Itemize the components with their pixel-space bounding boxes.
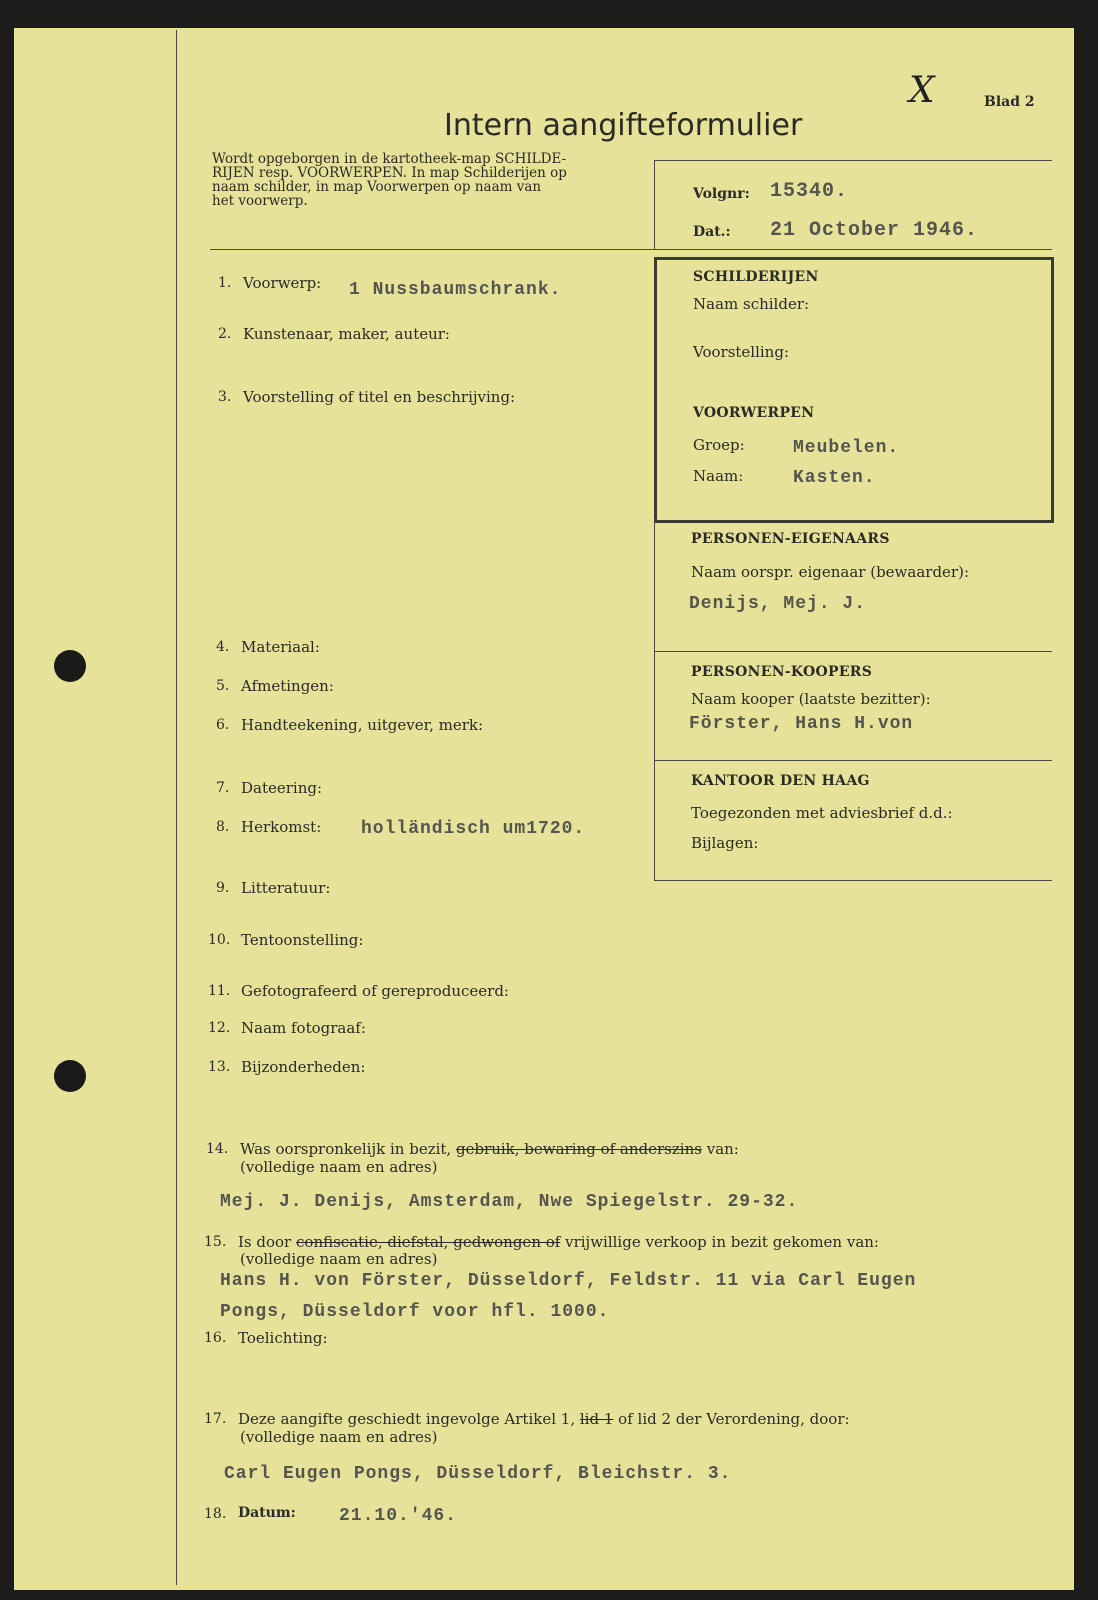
- instruction-line: RIJEN resp. VOORWERPEN. In map Schilderijen op: [212, 165, 567, 181]
- instruction-line: Wordt opgeborgen in de kartotheek-map SCHILDE-: [212, 151, 567, 167]
- field-number: 15.: [204, 1234, 227, 1250]
- field-label-voorstelling: Voorstelling of titel en beschrijving:: [243, 388, 516, 406]
- field-number: 2.: [218, 326, 232, 342]
- header-divider: [210, 249, 1052, 250]
- field-17-text-end: of lid 2 der Verordening, door:: [618, 1410, 850, 1428]
- volgnr-label: Volgnr:: [693, 186, 750, 202]
- eigenaar-label: Naam oorspr. eigenaar (bewaarder):: [691, 563, 970, 581]
- naam-value: Kasten.: [793, 468, 876, 488]
- volgnr-box-left: [654, 160, 655, 250]
- field-label-materiaal: Materiaal:: [241, 638, 320, 656]
- field-18-value: 21.10.'46.: [339, 1506, 458, 1526]
- field-label-bijzonderheden: Bijzonderheden:: [241, 1058, 366, 1076]
- field-label-herkomst: Herkomst:: [241, 818, 322, 836]
- field-number: 7.: [216, 780, 230, 796]
- instructions: [212, 152, 642, 208]
- field-label-handteekening: Handteekening, uitgever, merk:: [241, 716, 484, 734]
- field-label-voorwerp: Voorwerp:: [243, 274, 322, 292]
- koopers-heading: PERSONEN-KOOPERS: [691, 664, 873, 680]
- field-number: 16.: [204, 1330, 227, 1346]
- sheet-number: Blad 2: [984, 94, 1035, 110]
- eigenaars-heading: PERSONEN-EIGENAARS: [691, 531, 890, 547]
- koopers-divider: [654, 651, 1052, 652]
- field-14-text: Was oorspronkelijk in bezit,: [240, 1140, 452, 1158]
- field-label-gefotografeerd: Gefotografeerd of gereproduceerd:: [241, 982, 509, 1000]
- field-14-struck: gebruik, bewaring of anderszins: [455, 1140, 702, 1158]
- field-14-sub: (volledige naam en adres): [240, 1158, 438, 1176]
- groep-value: Meubelen.: [793, 438, 900, 458]
- field-number: 3.: [218, 389, 232, 405]
- kooper-value: Förster, Hans H.von: [689, 714, 914, 734]
- field-number: 5.: [216, 678, 230, 694]
- field-number: 18.: [204, 1506, 227, 1522]
- field-label-dateering: Dateering:: [241, 779, 323, 797]
- field-15-label: [238, 1233, 879, 1251]
- form-title: Intern aangifteformulier: [444, 108, 803, 143]
- field-number: 11.: [208, 983, 231, 999]
- field-number: 17.: [204, 1411, 227, 1427]
- field-label-toelichting: Toelichting:: [238, 1329, 328, 1347]
- instruction-line: naam schilder, in map Voorwerpen op naam van: [212, 179, 542, 195]
- field-15-text-end: vrijwillige verkoop in bezit gekomen van:: [565, 1233, 879, 1251]
- right-panel-left-border: [654, 518, 655, 880]
- field-label-tentoonstelling: Tentoonstelling:: [241, 931, 364, 949]
- field-17-text: Deze aangifte geschiedt ingevolge Artikel 1,: [238, 1410, 576, 1428]
- field-number: 8.: [216, 819, 230, 835]
- field-number: 1.: [218, 275, 232, 291]
- kantoor-heading: KANTOOR DEN HAAG: [691, 773, 870, 789]
- field-label-afmetingen: Afmetingen:: [241, 677, 334, 695]
- date-value: 21 October 1946.: [770, 219, 979, 242]
- toegezonden-label: Toegezonden met adviesbrief d.d.:: [691, 804, 953, 822]
- field-number: 4.: [216, 639, 230, 655]
- date-label: Dat.:: [693, 224, 731, 240]
- punch-hole-bottom: [54, 1060, 86, 1092]
- field-15-struck: confiscatie, diefstal, gedwongen of: [296, 1233, 561, 1251]
- field-number: 6.: [216, 717, 230, 733]
- field-15-sub: (volledige naam en adres): [240, 1250, 438, 1268]
- field-label-fotograaf: Naam fotograaf:: [241, 1019, 366, 1037]
- instruction-line: het voorwerp.: [212, 193, 308, 209]
- field-17-value: Carl Eugen Pongs, Düsseldorf, Bleichstr. 3.: [224, 1464, 732, 1484]
- form-sheet: [14, 28, 1074, 1590]
- field-value-herkomst: holländisch um1720.: [361, 819, 586, 839]
- field-label-datum: Datum:: [238, 1505, 296, 1521]
- groep-label: Groep:: [693, 436, 745, 454]
- volgnr-box-top: [654, 160, 1052, 161]
- schilderijen-heading: SCHILDERIJEN: [693, 269, 819, 285]
- field-number: 9.: [216, 880, 230, 896]
- field-15-text: Is door: [238, 1233, 292, 1251]
- kantoor-divider: [654, 760, 1052, 761]
- bijlagen-label: Bijlagen:: [691, 834, 759, 852]
- volgnr-value: 15340.: [770, 180, 849, 203]
- kooper-label: Naam kooper (laatste bezitter):: [691, 690, 931, 708]
- field-14-label: [240, 1140, 739, 1158]
- field-label-kunstenaar: Kunstenaar, maker, auteur:: [243, 325, 450, 343]
- field-label-litteratuur: Litteratuur:: [241, 879, 331, 897]
- field-17-struck: lid 1: [579, 1410, 614, 1428]
- field-number: 12.: [208, 1020, 231, 1036]
- field-17-label: [238, 1410, 850, 1428]
- field-15-value-line1: Hans H. von Förster, Düsseldorf, Feldstr. 11 via Carl Eugen: [220, 1271, 917, 1291]
- eigenaar-value: Denijs, Mej. J.: [689, 594, 867, 614]
- kantoor-bottom: [654, 880, 1052, 881]
- field-number: 13.: [208, 1059, 231, 1075]
- handwritten-mark: X: [909, 70, 935, 111]
- field-15-value-line2: Pongs, Düsseldorf voor hfl. 1000.: [220, 1302, 610, 1322]
- field-14-text-end: van:: [706, 1140, 739, 1158]
- naam-label: Naam:: [693, 467, 744, 485]
- field-value-voorwerp: 1 Nussbaumschrank.: [349, 280, 562, 300]
- voorwerpen-heading: VOORWERPEN: [693, 405, 815, 421]
- field-17-sub: (volledige naam en adres): [240, 1428, 438, 1446]
- field-14-value: Mej. J. Denijs, Amsterdam, Nwe Spiegelstr. 29-32.: [220, 1192, 799, 1212]
- voorstelling-label: Voorstelling:: [693, 343, 789, 361]
- naam-schilder-label: Naam schilder:: [693, 295, 810, 313]
- margin-line: [176, 30, 177, 1585]
- field-number: 10.: [208, 932, 231, 948]
- punch-hole-top: [54, 650, 86, 682]
- field-number: 14.: [206, 1141, 229, 1157]
